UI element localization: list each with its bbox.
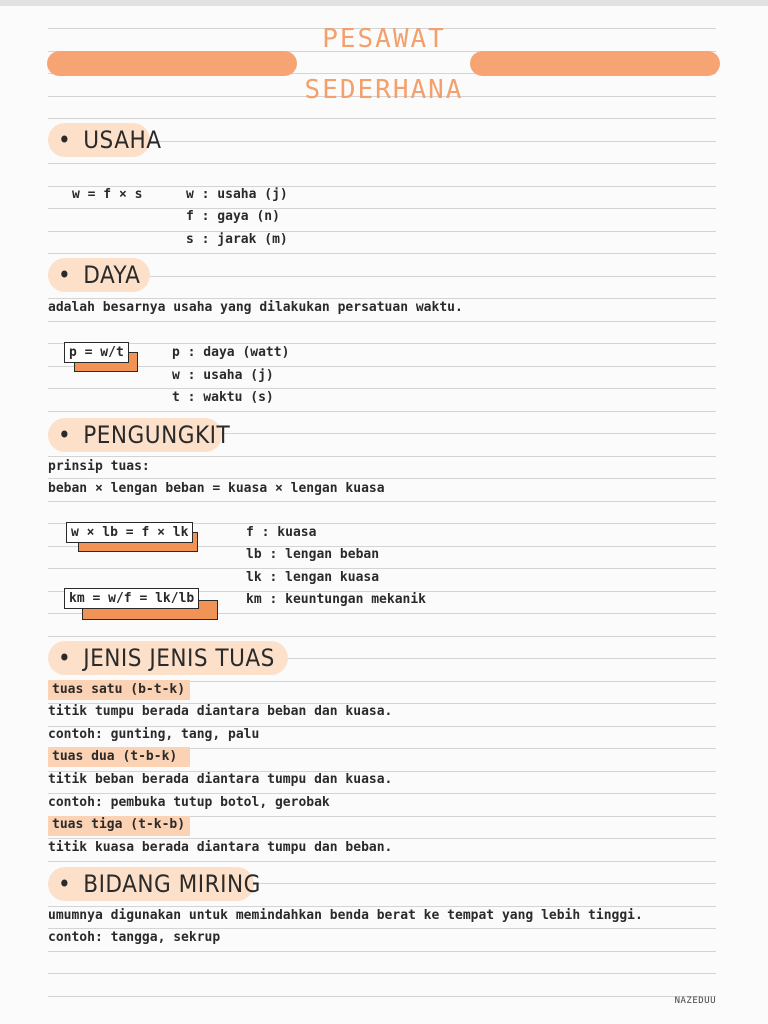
ruled-line: [48, 208, 716, 209]
daya-legend-t: t : waktu (s): [172, 390, 274, 405]
ruled-line: [48, 951, 716, 952]
usaha-legend-s: s : jarak (m): [186, 232, 288, 247]
usaha-formula: w = f × s: [72, 187, 143, 202]
daya-legend-w: w : usaha (j): [172, 368, 274, 383]
page-title-line-1: PESAWAT: [322, 24, 446, 54]
usaha-legend-w: w : usaha (j): [186, 187, 288, 202]
ruled-line: [48, 568, 716, 569]
ruled-line: [48, 478, 716, 479]
pengungkit-legend-lk: lk : lengan kuasa: [246, 570, 380, 585]
page-title-line-2: SEDERHANA: [304, 75, 464, 105]
section-heading-bidang-miring: • BIDANG MIRING: [58, 870, 261, 898]
ruled-line: [48, 343, 716, 344]
signature: NAZEDUU: [674, 996, 716, 1006]
ruled-line: [48, 321, 716, 322]
ruled-line: [48, 231, 716, 232]
pengungkit-formula-2: km = w/f = lk/lb: [64, 588, 199, 609]
ruled-line: [48, 411, 716, 412]
tuas-satu-desc: titik tumpu berada diantara beban dan kuasa.: [48, 704, 393, 719]
ruled-line: [48, 118, 716, 119]
bullet-icon: •: [58, 126, 72, 154]
pengungkit-formula-1: w × lb = f × lk: [66, 522, 193, 543]
ruled-line: [48, 186, 716, 187]
ruled-line: [48, 973, 716, 974]
principle-text: beban × lengan beban = kuasa × lengan kuasa: [48, 481, 385, 496]
daya-definition: adalah besarnya usaha yang dilakukan persatuan waktu.: [48, 300, 463, 315]
section-heading-usaha: • USAHA: [58, 126, 162, 154]
ruled-line: [48, 388, 716, 389]
tuas-satu-name: tuas satu (b-t-k): [52, 682, 186, 697]
pengungkit-legend-lb: lb : lengan beban: [246, 547, 380, 562]
tuas-satu-example: contoh: gunting, tang, palu: [48, 727, 260, 742]
bidang-miring-example: contoh: tangga, sekrup: [48, 930, 221, 945]
section-heading-daya: • DAYA: [58, 261, 141, 289]
bullet-icon: •: [58, 870, 72, 898]
tuas-tiga-name: tuas tiga (t-k-b): [52, 817, 186, 832]
tuas-dua-desc: titik beban berada diantara tumpu dan kuasa.: [48, 772, 393, 787]
ruled-line: [48, 501, 716, 502]
tuas-dua-name: tuas dua (t-b-k): [52, 749, 178, 764]
pengungkit-legend-km: km : keuntungan mekanik: [246, 592, 427, 607]
usaha-legend-f: f : gaya (n): [186, 209, 280, 224]
ruled-line: [48, 253, 716, 254]
ruled-line: [48, 996, 716, 997]
section-heading-jenis-tuas: • JENIS JENIS TUAS: [58, 644, 275, 672]
pengungkit-legend-f: f : kuasa: [246, 525, 317, 540]
ruled-line: [48, 636, 716, 637]
title-pill-left: [47, 51, 297, 76]
section-heading-pengungkit: • PENGUNGKIT: [58, 421, 231, 449]
ruled-line: [48, 456, 716, 457]
bullet-icon: •: [58, 421, 72, 449]
tuas-tiga-desc: titik kuasa berada diantara tumpu dan beban.: [48, 840, 393, 855]
bullet-icon: •: [58, 644, 72, 672]
ruled-line: [48, 861, 716, 862]
daya-legend-p: p : daya (watt): [172, 345, 290, 360]
ruled-line: [48, 163, 716, 164]
bidang-miring-desc: umumnya digunakan untuk memindahkan benda berat ke tempat yang lebih tinggi.: [48, 908, 643, 923]
daya-formula: p = w/t: [64, 342, 129, 363]
title-pill-right: [470, 51, 720, 76]
principle-label: prinsip tuas:: [48, 459, 150, 474]
bullet-icon: •: [58, 261, 72, 289]
tuas-dua-example: contoh: pembuka tutup botol, gerobak: [48, 795, 330, 810]
ruled-line: [48, 366, 716, 367]
